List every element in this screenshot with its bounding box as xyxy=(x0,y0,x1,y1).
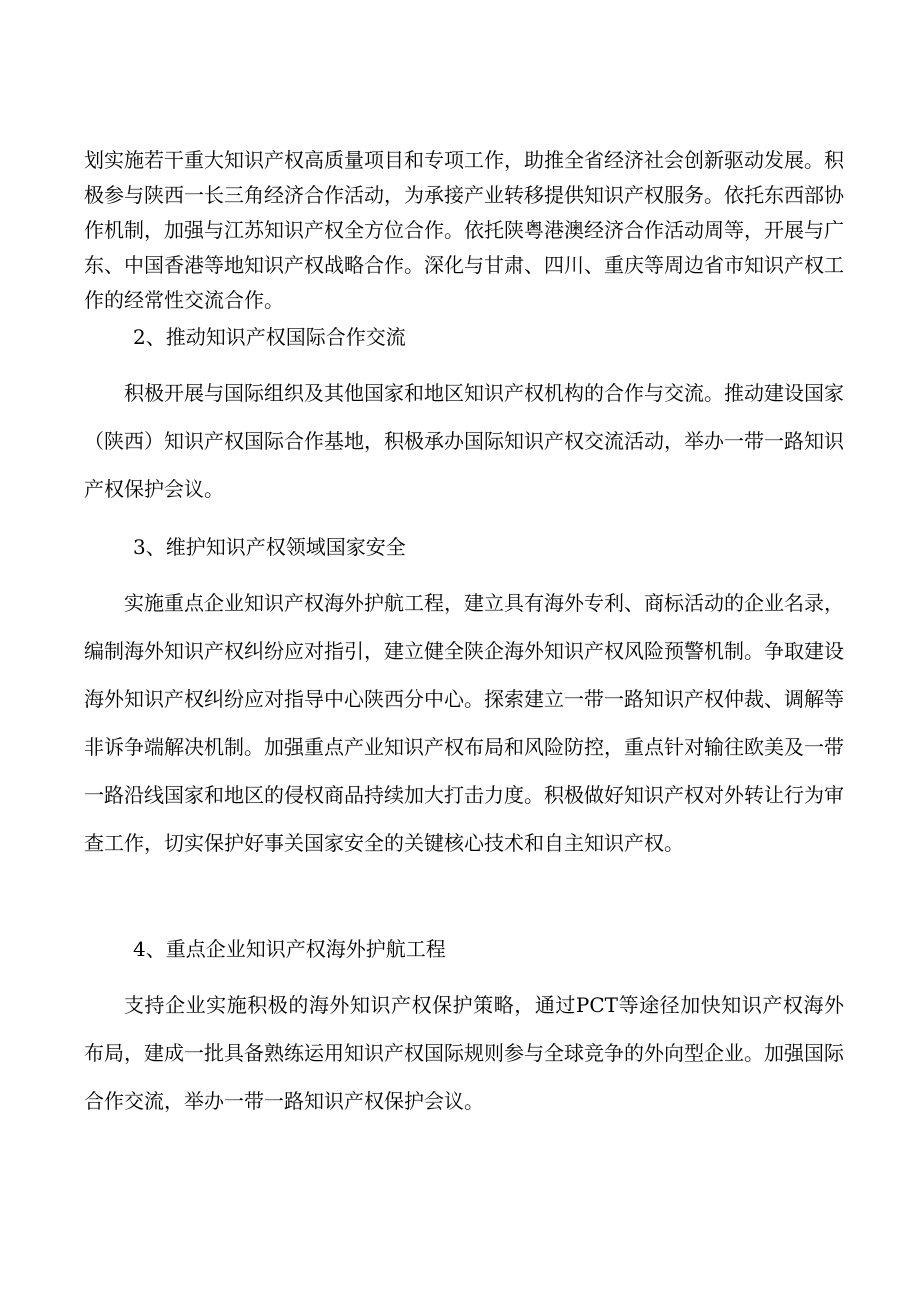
section-body-4: 支持企业实施积极的海外知识产权保护策略，通过PCT等途径加快知识产权海外布局，建成一批具备熟练运用知识产权国际规则参与全球竞争的外向型企业。加强国际合作交流，举办一带一路知识产权保护会议。 xyxy=(84,993,844,1113)
section-heading-3: 3、维护知识产权领域国家安全 xyxy=(133,535,406,559)
section-body-2: 积极开展与国际组织及其他国家和地区知识产权机构的合作与交流。推动建设国家（陕西）知识产权国际合作基地，积极承办国际知识产权交流活动，举办一带一路知识产权保护会议。 xyxy=(84,381,844,501)
section-body-3: 实施重点企业知识产权海外护航工程，建立具有海外专利、商标活动的企业名录，编制海外知识产权纠纷应对指引，建立健全陕企海外知识产权风险预警机制。争取建设海外知识产权纠纷应对指导中心陕西分中心。探索建立一带一路知识产权仲裁、调解等非诉争端解决机制。加强重点产业知识产权布局和风险防控，重点针对输往欧美及一带一路沿线国家和地区的侵权商品持续加大打击力度。积极做好知识产权对外转让行为审查工作，切实保护好事关国家安全的关键核心技术和自主知识产权。 xyxy=(84,591,844,855)
section-heading-4: 4、重点企业知识产权海外护航工程 xyxy=(133,937,446,961)
section-heading-2: 2、推动知识产权国际合作交流 xyxy=(133,325,406,349)
intro-paragraph: 划实施若干重大知识产权高质量项目和专项工作，助推全省经济社会创新驱动发展。积极参与陕西一长三角经济合作活动，为承接产业转移提供知识产权服务。依托东西部协作机制，加强与江苏知识产权全方位合作。依托陕粤港澳经济合作活动周等，开展与广东、中国香港等地知识产权战略合作。深化与甘肃、四川、重庆等周边省市知识产权工作的经常性交流合作。 xyxy=(84,148,844,312)
